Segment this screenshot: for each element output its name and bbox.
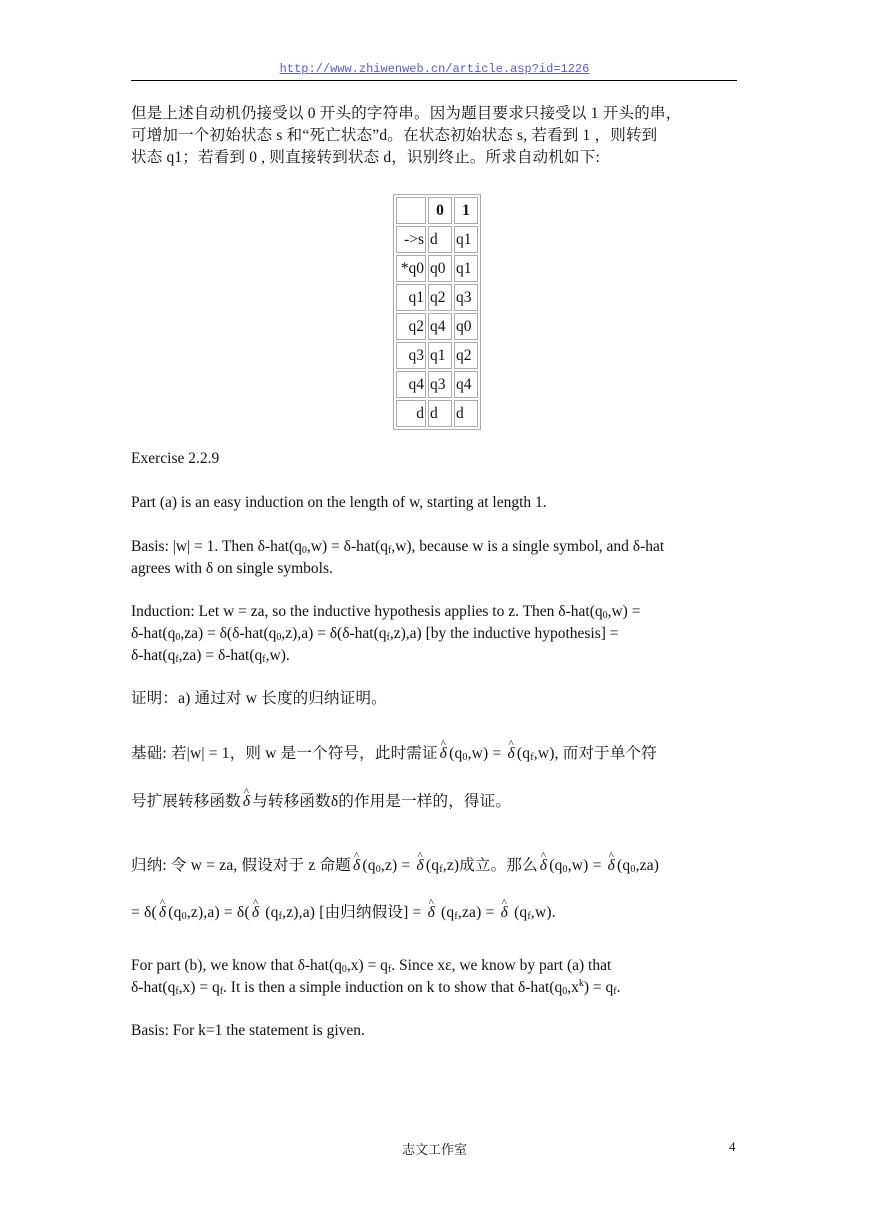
subscript: f: [219, 986, 224, 997]
induction-en-line-2: [131, 623, 737, 645]
subscript: f: [387, 545, 392, 556]
transition-cell: q3: [428, 371, 452, 398]
text-run: (q: [617, 857, 631, 874]
table-header-cell: 0: [428, 197, 452, 224]
header-divider: [131, 80, 737, 81]
header-url-link[interactable]: http://www.zhiwenweb.cn/article.asp?id=1226: [279, 62, 590, 76]
text-run: 与转移函数δ的作用是一样的，得证。: [252, 793, 512, 810]
transition-cell: q2: [428, 284, 452, 311]
text-run: 基础: 若|w| = 1，则 w 是一个符号，此时需证: [131, 745, 438, 762]
text-run: ,za) = δ(δ-hat(q: [180, 625, 277, 642]
subscript: 0: [341, 964, 347, 975]
text-run: (q: [168, 904, 182, 921]
table-header-row: [396, 197, 478, 224]
subscript: 0: [562, 864, 568, 875]
text-run: ,w) = δ-hat(q: [306, 538, 388, 555]
subscript: f: [530, 752, 534, 763]
basis-en-paragraph: [131, 536, 737, 580]
state-cell: d: [396, 400, 426, 427]
text-run: Induction: Let w = za, so the inductive hypothesis applies to z. Then δ-hat(q: [131, 603, 603, 620]
delta-hat-symbol: ^ δ: [540, 855, 547, 877]
induction-en-line-3: [131, 645, 737, 667]
page-number: 4: [729, 1139, 736, 1154]
induction-cn-line-2: [131, 902, 737, 924]
subscript: 0: [602, 610, 608, 621]
footer-studio-name: 志文工作室: [401, 1142, 467, 1157]
text-run: (q: [261, 904, 279, 921]
intro-line-3: 状态 q1；若看到 0 , 则直接转到状态 d，识别终止。所求自动机如下:: [131, 149, 600, 166]
state-cell: *q0: [396, 255, 426, 282]
part-a-text: Part (a) is an easy induction on the length of w, starting at length 1.: [131, 494, 547, 511]
delta-hat-symbol: ^ δ: [608, 855, 615, 877]
text-run: (q: [549, 857, 563, 874]
subscript: f: [387, 964, 392, 975]
table-row: [396, 255, 478, 282]
table-row: [396, 284, 478, 311]
basis-cn-line-2: [131, 791, 737, 813]
text-run: (q: [425, 857, 440, 874]
text-run: 号扩展转移函数: [131, 793, 241, 810]
state-cell: ->s: [396, 226, 426, 253]
proof-cn-heading: 证明：a) 通过对 w 长度的归纳证明。: [131, 690, 387, 707]
text-run: Basis: |w| = 1. Then δ-hat(q: [131, 538, 302, 555]
transition-cell: q4: [428, 313, 452, 340]
text-run: ,z),a) = δ(δ-hat(q: [281, 625, 387, 642]
subscript: f: [454, 911, 458, 922]
table-row: [396, 371, 478, 398]
text-run: ) = q: [583, 979, 614, 996]
subscript: f: [613, 986, 617, 997]
subscript: 0: [301, 545, 307, 556]
subscript: f: [386, 632, 390, 643]
subscript: f: [175, 654, 179, 665]
state-cell: q2: [396, 313, 426, 340]
superscript: k: [578, 978, 584, 989]
text-run: (q: [436, 904, 455, 921]
table-header-cell: [396, 197, 426, 224]
subscript: 0: [181, 911, 187, 922]
text-run: For part (b), we know that δ-hat(q: [131, 957, 342, 974]
delta-hat-symbol: ^ δ: [440, 743, 447, 765]
text-run: ,w), 而对于单个符: [533, 745, 657, 762]
table-row: [396, 226, 478, 253]
text-run: ,w) =: [567, 857, 606, 874]
text-run: ,z)成立。那么: [442, 857, 538, 874]
subscript: f: [527, 911, 531, 922]
text-run: ,z),a) [by the inductive hypothesis] =: [389, 625, 619, 642]
induction-en-paragraph: [131, 601, 737, 667]
delta-hat-symbol: ^ δ: [508, 743, 515, 765]
text-run: ,w).: [265, 647, 290, 664]
induction-cn-line-1: [131, 855, 737, 877]
text-run: ,za): [635, 857, 660, 874]
subscript: 0: [175, 632, 181, 643]
state-cell: q1: [396, 284, 426, 311]
text-run: ,w) =: [467, 745, 506, 762]
text-run: (q: [449, 745, 463, 762]
induction-en-line-1: [131, 601, 737, 623]
text-run: (q: [362, 857, 376, 874]
text-run: . Since xε, we know by part (a) that: [391, 957, 612, 974]
delta-hat-symbol: ^ δ: [159, 902, 166, 924]
state-cell: q3: [396, 342, 426, 369]
basis-k1-text: Basis: For k=1 the statement is given.: [131, 1022, 365, 1039]
text-run: ,x: [567, 979, 579, 996]
text-run: ,x) = q: [178, 979, 220, 996]
transition-cell: q0: [454, 313, 478, 340]
subscript: 0: [462, 752, 468, 763]
subscript: 0: [630, 864, 636, 875]
basis-en-line-2: agrees with δ on single symbols.: [131, 560, 333, 577]
delta-hat-symbol: ^ δ: [252, 902, 259, 924]
intro-paragraph: [131, 103, 737, 169]
transition-table: [393, 194, 481, 430]
transition-cell: q1: [454, 255, 478, 282]
delta-hat-symbol: ^ δ: [353, 855, 360, 877]
text-run: ,za) = δ-hat(q: [178, 647, 263, 664]
delta-hat-symbol: ^ δ: [428, 902, 435, 924]
text-run: .: [616, 979, 621, 996]
text-run: δ-hat(q: [131, 979, 176, 996]
text-run: ,z),a) [由归纳假设] =: [282, 904, 426, 921]
text-run: ,w) =: [607, 603, 641, 620]
transition-cell: q1: [454, 226, 478, 253]
text-run: ,w).: [530, 904, 556, 921]
text-run: (q: [516, 745, 531, 762]
subscript: 0: [375, 864, 381, 875]
text-run: = δ(: [131, 904, 157, 921]
table-header-cell: 1: [454, 197, 478, 224]
basis-cn-line-1: [131, 743, 737, 765]
text-run: ,z),a) = δ(: [186, 904, 250, 921]
text-run: ,x) = q: [346, 957, 388, 974]
table-row: [396, 400, 478, 427]
text-run: (q: [510, 904, 528, 921]
transition-cell: q2: [454, 342, 478, 369]
text-run: 归纳: 令 w = za, 假设对于 z 命题: [131, 857, 351, 874]
transition-cell: d: [454, 400, 478, 427]
transition-cell: q0: [428, 255, 452, 282]
part-b-line-2: [131, 977, 737, 999]
text-run: . It is then a simple induction on k to show that δ-hat(q: [223, 979, 563, 996]
transition-cell: q1: [428, 342, 452, 369]
delta-hat-symbol: ^ δ: [501, 902, 508, 924]
basis-en-line-1: [131, 536, 737, 558]
part-b-line-1: [131, 955, 737, 977]
table-row: [396, 342, 478, 369]
transition-cell: q4: [454, 371, 478, 398]
intro-line-2: 可增加一个初始状态 s 和“死亡状态”d。在状态初始状态 s, 若看到 1 ，则转到: [131, 127, 658, 144]
transition-cell: d: [428, 400, 452, 427]
delta-hat-symbol: ^ δ: [417, 855, 424, 877]
subscript: f: [262, 654, 266, 665]
exercise-title: Exercise 2.2.9: [131, 450, 220, 467]
state-cell: q4: [396, 371, 426, 398]
subscript: f: [439, 864, 443, 875]
transition-cell: d: [428, 226, 452, 253]
delta-hat-symbol: ^ δ: [243, 791, 250, 813]
subscript: f: [175, 986, 179, 997]
subscript: f: [278, 911, 283, 922]
text-run: δ-hat(q: [131, 647, 176, 664]
intro-line-1: 但是上述自动机仍接受以 0 开头的字符串。因为题目要求只接受以 1 开头的串，: [131, 105, 682, 122]
table-row: [396, 313, 478, 340]
text-run: ,w), because w is a single symbol, and δ-hat: [391, 538, 665, 555]
subscript: 0: [562, 986, 568, 997]
text-run: ,za) =: [457, 904, 499, 921]
text-run: δ-hat(q: [131, 625, 176, 642]
text-run: ,z) =: [380, 857, 415, 874]
part-b-paragraph: [131, 955, 737, 999]
transition-cell: q3: [454, 284, 478, 311]
subscript: 0: [276, 632, 282, 643]
